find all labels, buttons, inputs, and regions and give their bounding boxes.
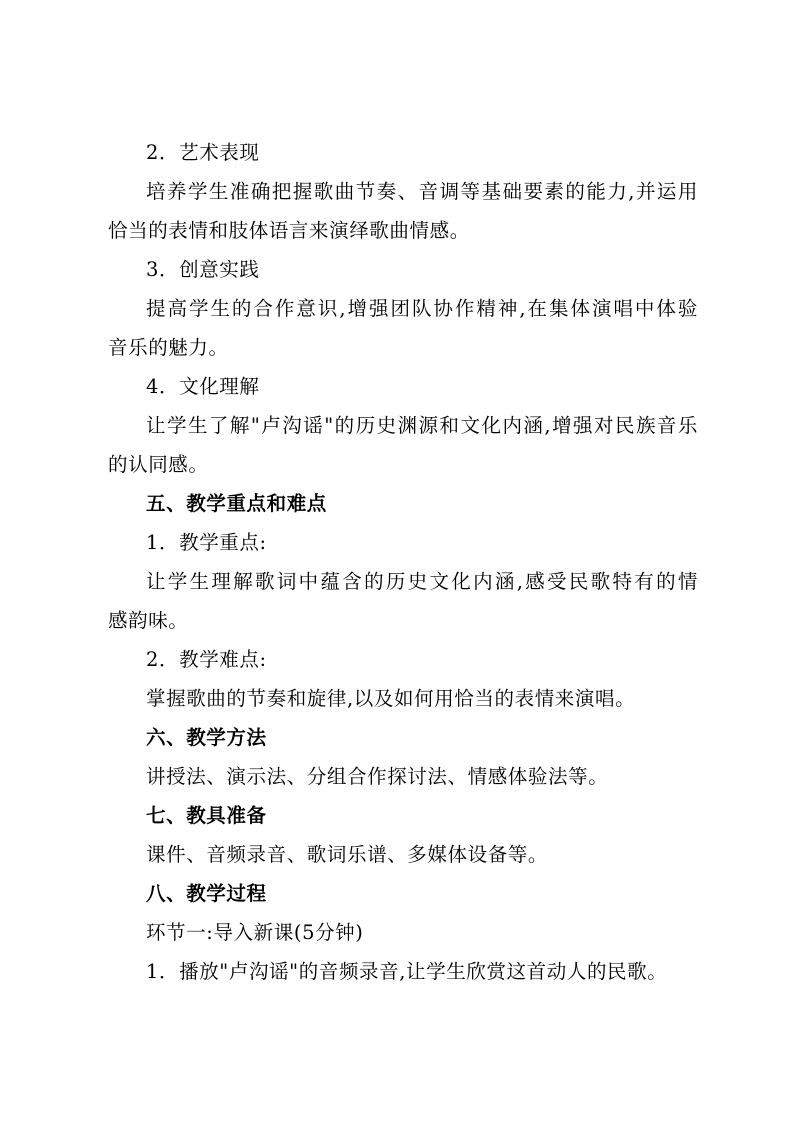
- paragraph-line: 恰当的表情和肢体语言来演绎歌曲情感。: [108, 219, 470, 242]
- subheading-teaching-focus: 1．教学重点:: [146, 531, 267, 554]
- subheading-cultural-understanding: 4．文化理解: [146, 375, 260, 398]
- paragraph-line: 培养学生准确把握歌曲节奏、音调等基础要素的能力,并运用: [146, 180, 698, 203]
- section-heading-teaching-process: 八、教学过程: [146, 882, 267, 905]
- section-heading-key-points: 五、教学重点和难点: [146, 492, 327, 515]
- paragraph-line: 1．播放"卢沟谣"的音频录音,让学生欣赏这首动人的民歌。: [146, 960, 668, 983]
- paragraph-line: 让学生理解歌词中蕴含的历史文化内涵,感受民歌特有的情: [146, 570, 698, 593]
- paragraph-line: 让学生了解"卢沟谣"的历史渊源和文化内涵,增强对民族音乐: [146, 414, 698, 437]
- section-heading-teaching-aids: 七、教具准备: [146, 804, 267, 827]
- paragraph-line: 讲授法、演示法、分组合作探讨法、情感体验法等。: [146, 765, 609, 788]
- paragraph-line: 感韵味。: [108, 609, 189, 632]
- section-heading-teaching-methods: 六、教学方法: [146, 726, 267, 749]
- paragraph-line: 课件、音频录音、歌词乐谱、多媒体设备等。: [146, 843, 549, 866]
- paragraph-line: 掌握歌曲的节奏和旋律,以及如何用恰当的表情来演唱。: [146, 687, 636, 710]
- subheading-teaching-difficulty: 2．教学难点:: [146, 648, 267, 671]
- paragraph-line: 的认同感。: [108, 453, 209, 476]
- subheading-creative-practice: 3．创意实践: [146, 258, 260, 281]
- paragraph-line: 音乐的魅力。: [108, 336, 229, 359]
- subheading-step-one: 环节一:导入新课(5分钟): [146, 921, 364, 944]
- paragraph-line: 提高学生的合作意识,增强团队协作精神,在集体演唱中体验: [146, 297, 698, 320]
- subheading-artistic-expression: 2．艺术表现: [146, 141, 260, 164]
